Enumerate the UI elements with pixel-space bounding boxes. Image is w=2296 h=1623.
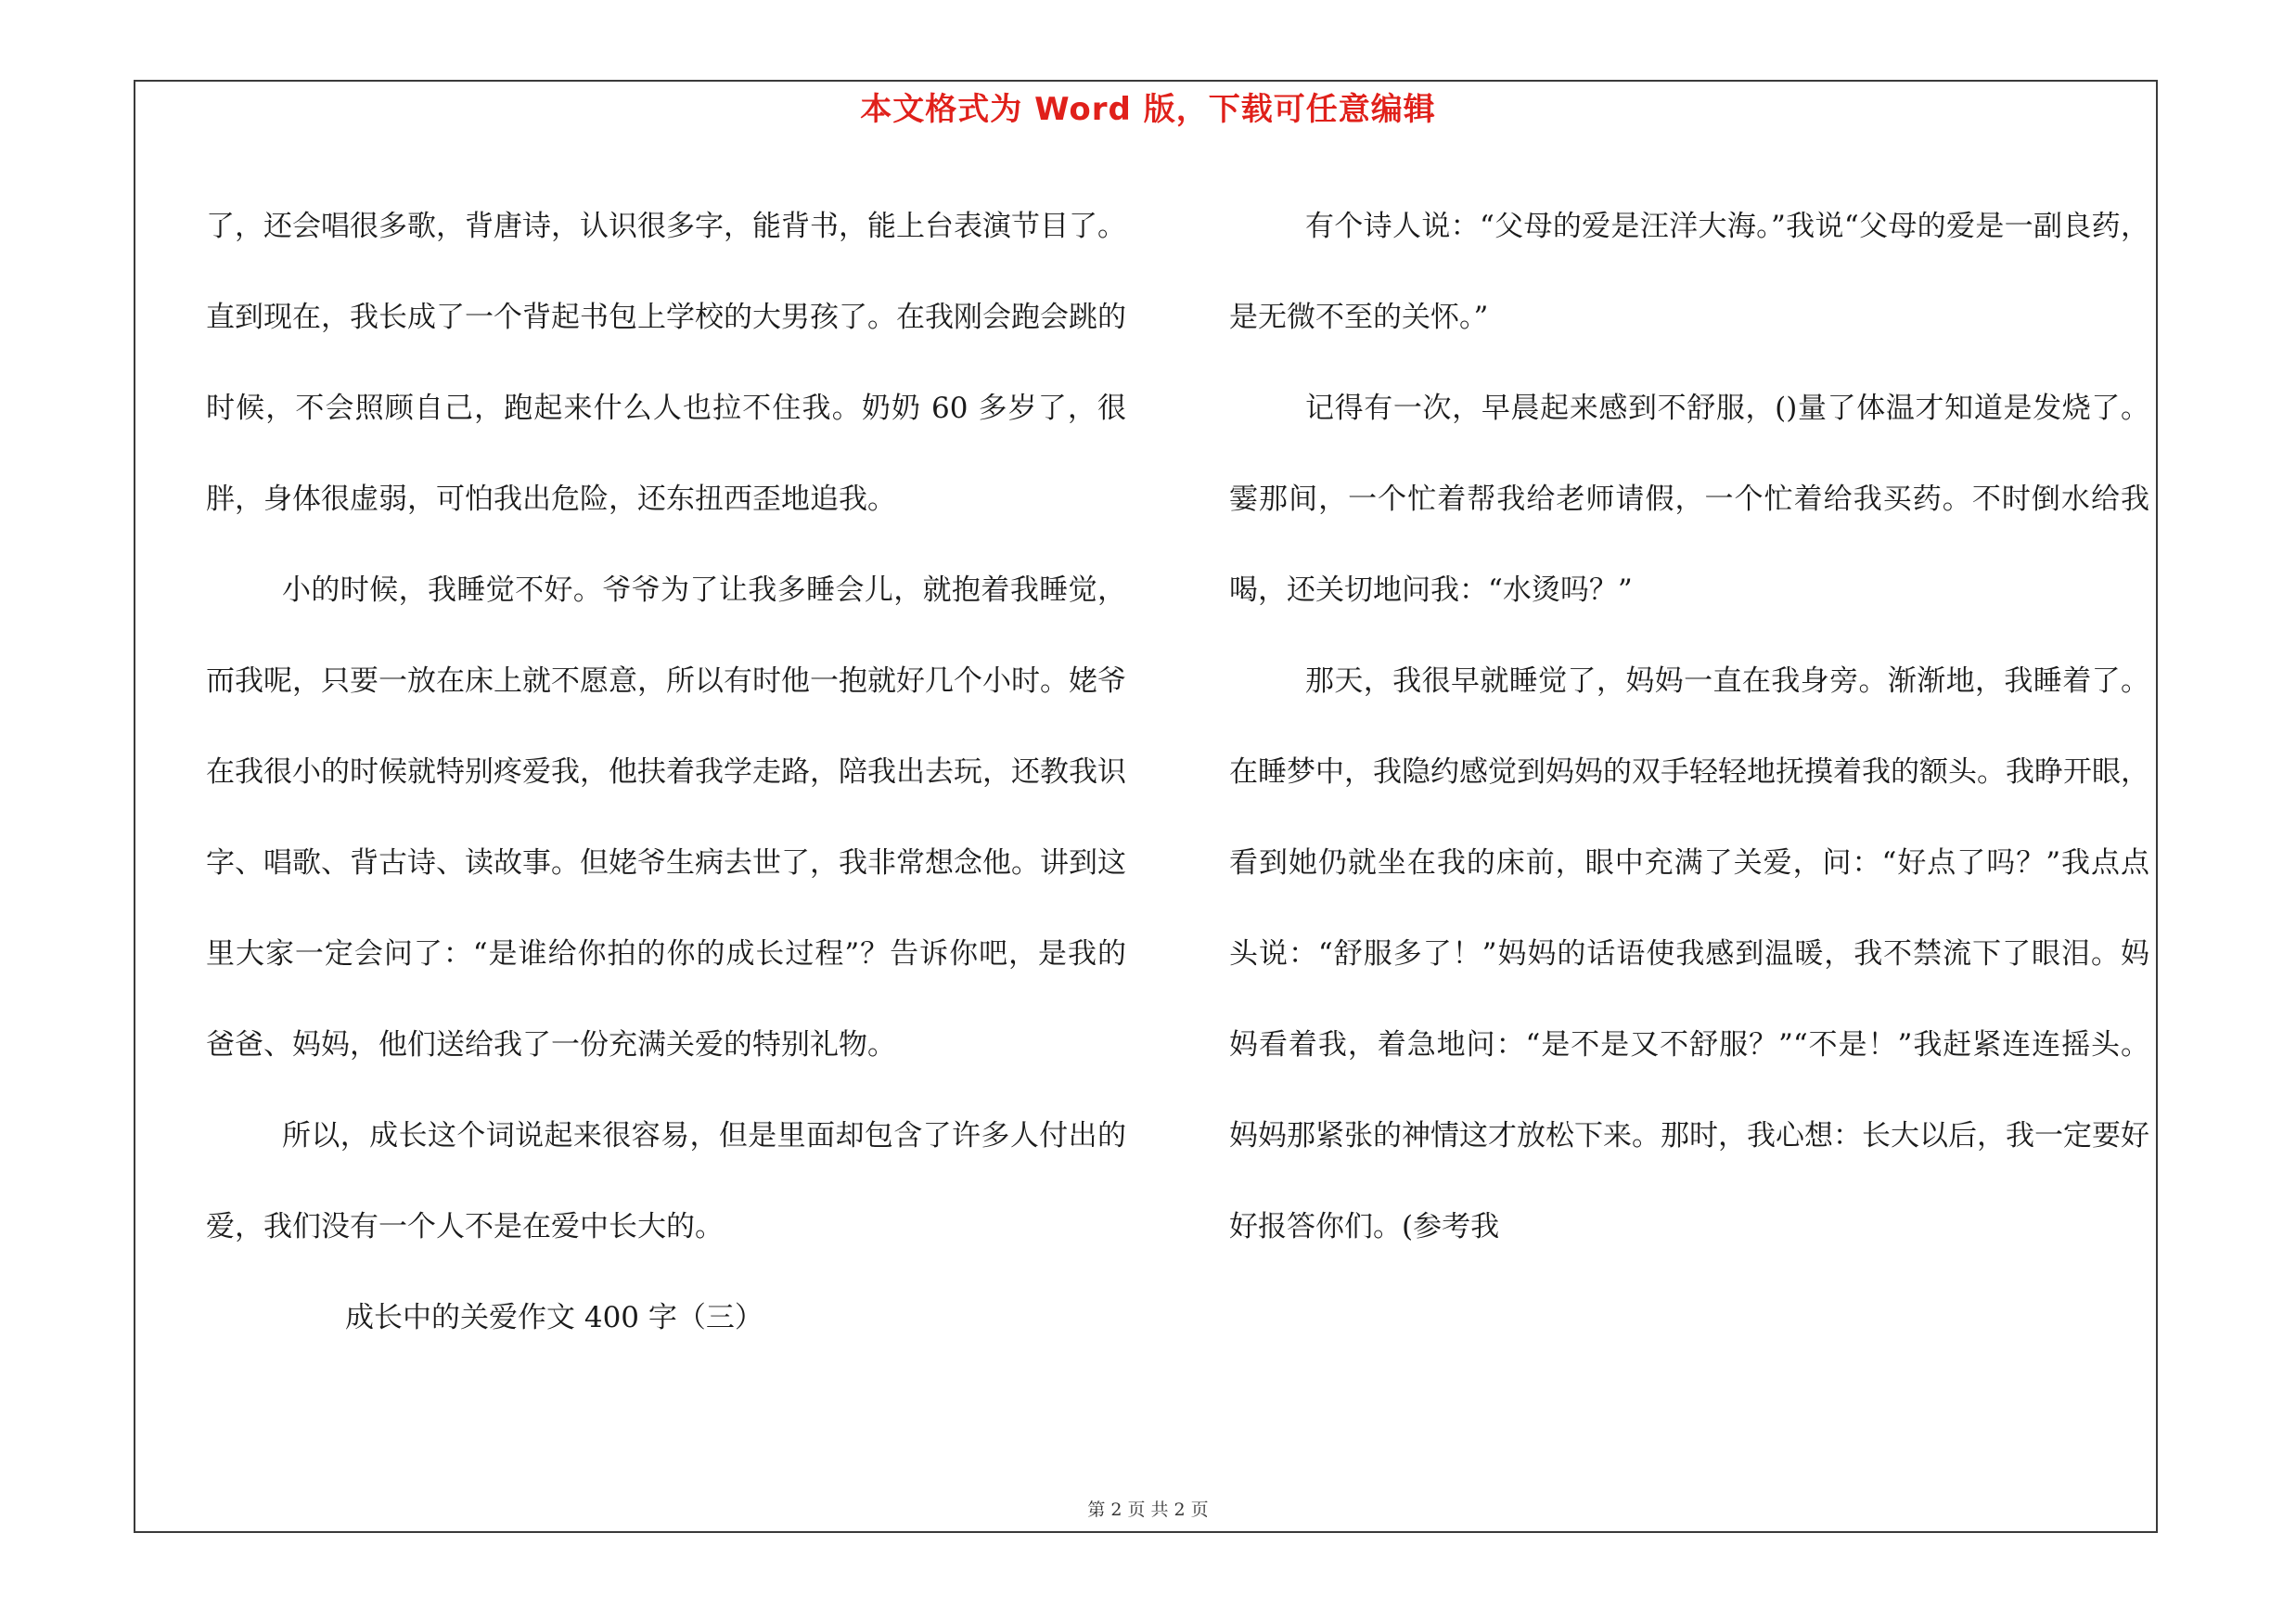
- editable-notice-banner: 本文格式为 Word 版，下载可任意编辑: [860, 91, 1436, 128]
- paragraph-right-3: 那天，我很早就睡觉了，妈妈一直在我身旁。渐渐地，我睡着了。在睡梦中，我隐约感觉到妈妈的双手轻轻地抚摸着我的额头。我睁开眼，看到她仍就坐在我的床前，眼中充满了关爱，问：“好点了吗？”我点点头说：“舒服多了！”妈妈的话语使我感到温暖，我不禁流下了眼泪。妈妈看着我，着急地问：“是不是又不舒服？”“不是！”我赶紧连连摇头。妈妈那紧张的神情这才放松下来。那时，我心想：长大以后，我一定要好好报答你们。(参考我: [1229, 664, 2149, 1243]
- left-text-column: [206, 181, 1126, 1363]
- paragraph-left-1: 了，还会唱很多歌，背唐诗，认识很多字，能背书，能上台表演节目了。直到现在，我长成了一个背起书包上学校的大男孩了。在我刚会跑会跳的时候，不会照顾自己，跑起来什么人也拉不住我。奶奶 60 多岁了，很胖，身体很虚弱，可怕我出危险，还东扭西歪地追我。: [206, 210, 1126, 516]
- section-heading: 成长中的关爱作文 400 字（三）: [345, 1301, 763, 1334]
- paragraph-left-2: 小的时候，我睡觉不好。爷爷为了让我多睡会儿，就抱着我睡觉，而我呢，只要一放在床上就不愿意，所以有时他一抱就好几个小时。姥爷在我很小的时候就特别疼爱我，他扶着我学走路，陪我出去玩，还教我识字、唱歌、背古诗、读故事。但姥爷生病去世了，我非常想念他。讲到这里大家一定会问了：“是谁给你拍的你的成长过程”？告诉你吧，是我的爸爸、妈妈，他们送给我了一份充满关爱的特别礼物。: [206, 573, 1126, 1062]
- page-number-footer: 第 2 页 共 2 页: [1087, 1500, 1209, 1520]
- paragraph-right-1: 有个诗人说：“父母的爱是汪洋大海。”我说“父母的爱是一副良药，是无微不至的关怀。”: [1229, 210, 2149, 334]
- right-text-column: [1229, 181, 2149, 1272]
- paragraph-right-2: 记得有一次，早晨起来感到不舒服，()量了体温才知道是发烧了。霎那间，一个忙着帮我给老师请假，一个忙着给我买药。不时倒水给我喝，还关切地问我：“水烫吗？”: [1229, 392, 2149, 607]
- paragraph-left-3: 所以，成长这个词说起来很容易，但是里面却包含了许多人付出的爱，我们没有一个人不是在爱中长大的。: [206, 1119, 1126, 1243]
